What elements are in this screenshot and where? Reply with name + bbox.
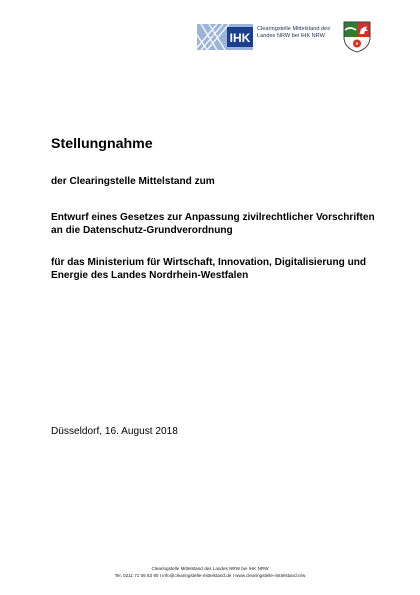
place-and-date: Düsseldorf, 16. August 2018 [51,426,178,437]
draft-title-line-1: Entwurf eines Gesetzes zur Anpassung zivilrechtlicher Vorschriften [51,212,375,223]
footer-organization: Clearingstelle Mittelstand des Landes NRW bei IHK NRW [151,566,269,571]
document-subtitle: der Clearingstelle Mittelstand zum [51,176,215,187]
clearingstelle-header-text [257,26,339,41]
document-title: Stellungnahme [51,136,153,152]
ministry-line-2: Energie des Landes Nordrhein-Westfalen [51,270,249,281]
clearing-line-2: Landes NRW bei IHK NRW [257,33,325,40]
clearing-line-1: Clearingstelle Mittelstand des [257,26,331,32]
nrw-coat-of-arms-icon [343,21,371,53]
footer-contact: Tel. 0211 71 06 63 90 I info@clearingstelle-mittelstand.de I www.clearingstelle-mittelstand.nrw [114,573,306,578]
ihk-logo-text: IHK [229,31,251,45]
page-footer [0,565,420,579]
ministry-line-1: für das Ministerium für Wirtschaft, Innovation, Digitalisierung und [51,257,367,268]
ministry-recipient [51,256,381,282]
ihk-logo-icon [197,24,253,50]
draft-title-line-2: an die Datenschutz-Grundverordnung [51,225,233,236]
draft-title [51,211,381,237]
